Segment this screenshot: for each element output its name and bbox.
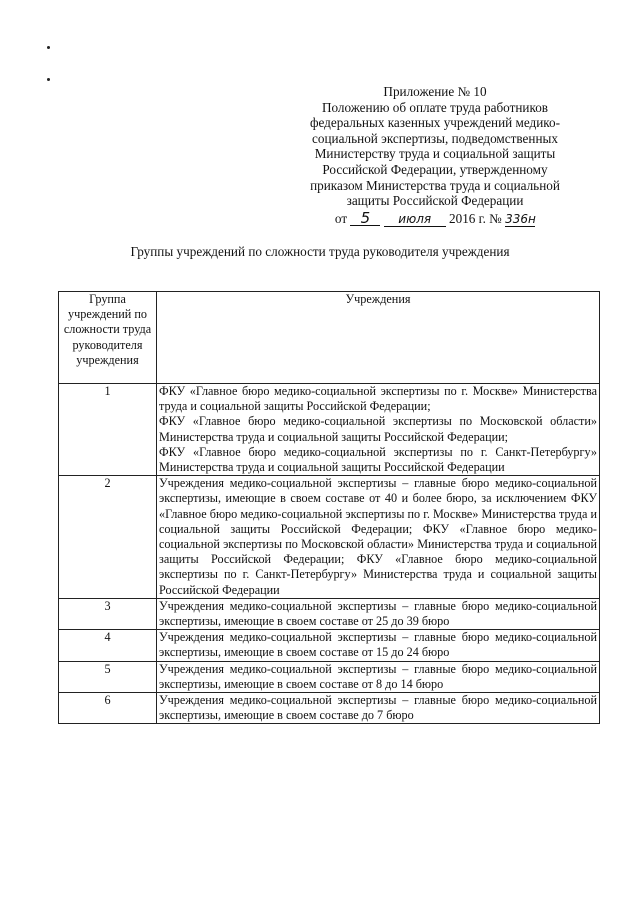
institution-entry: Учреждения медико-социальной экспертизы – главные бюро медико-социальной экспертизы, имеющие в своем составе от 8 до 14 бюро <box>159 661 597 691</box>
order-date-line <box>290 208 580 227</box>
column-header-group: Группа учреждений по сложности труда руководителя учреждения <box>59 292 157 384</box>
header-line: приказом Министерства труда и социальной <box>310 177 560 193</box>
header-line: федеральных казенных учреждений медико- <box>309 115 561 131</box>
group-number: 2 <box>59 476 157 599</box>
handwritten-month: июля <box>384 212 446 227</box>
header-line: защиты Российской Федерации <box>346 193 524 209</box>
scan-speck <box>47 46 50 49</box>
institutions-cell <box>157 476 600 599</box>
institution-entry: ФКУ «Главное бюро медико-социальной экспертизы по г. Москве» Министерства труда и социальной защиты Российской Федерации; <box>159 384 597 414</box>
table-row <box>59 630 600 661</box>
institution-entry: Учреждения медико-социальной экспертизы – главные бюро медико-социальной экспертизы, имеющие в своем составе от 25 до 39 бюро <box>159 598 597 629</box>
document-title: Группы учреждений по сложности труда руководителя учреждения <box>130 244 510 259</box>
institutions-cell <box>157 630 600 661</box>
institutions-cell <box>157 661 600 692</box>
scan-speck <box>47 78 50 81</box>
date-year: 2016 г. № <box>449 210 502 226</box>
header-line: Положению об оплате труда работников <box>321 99 549 115</box>
appendix-header <box>290 84 580 227</box>
institutions-cell <box>157 693 600 724</box>
institution-entry: Учреждения медико-социальной экспертизы – главные бюро медико-социальной экспертизы, имеющие в своем составе от 40 и более бюро, за исключением ФКУ «Главное бюро медико-социальной экспертизы по г. Москве» Министерства труда и социальной защиты Российской Федерации; ФКУ «Главное бюро медико-социальной экспертизы по Московской области» Министерства труда и социальной защиты Российской Федерации; ФКУ «Главное бюро медико-социальной экспертизы по г. Санкт-Петербургу» Министерства труда и социальной защиты Российской Федерации <box>159 476 597 597</box>
handwritten-day: 5 <box>350 211 380 226</box>
group-number: 6 <box>59 693 157 724</box>
institutions-cell <box>157 598 600 629</box>
date-prefix: от <box>334 210 348 226</box>
institutions-cell <box>157 384 600 476</box>
groups-table <box>58 291 600 724</box>
table-row <box>59 476 600 599</box>
handwritten-order-number: 336н <box>505 211 536 226</box>
table-row <box>59 661 600 692</box>
table-row <box>59 693 600 724</box>
group-number: 3 <box>59 598 157 629</box>
institution-entry: Учреждения медико-социальной экспертизы – главные бюро медико-социальной экспертизы, имеющие в своем составе от 15 до 24 бюро <box>159 630 597 660</box>
institution-entry: ФКУ «Главное бюро медико-социальной экспертизы по г. Санкт-Петербургу» Министерства труда и социальной защиты Российской Федерации <box>159 444 597 475</box>
table-row <box>59 384 600 476</box>
institution-entry: Учреждения медико-социальной экспертизы – главные бюро медико-социальной экспертизы, имеющие в своем составе до 7 бюро <box>159 693 597 723</box>
group-number: 1 <box>59 384 157 476</box>
column-header-institutions: Учреждения <box>157 292 600 384</box>
header-line: социальной экспертизы, подведомственных <box>312 130 558 146</box>
institution-entry: ФКУ «Главное бюро медико-социальной экспертизы по Московской области» Министерства труда и социальной защиты Российской Федерации; <box>159 414 597 444</box>
header-line: Министерству труда и социальной защиты <box>314 146 556 162</box>
header-line: Приложение № 10 <box>383 84 487 99</box>
table-header-row <box>59 292 600 384</box>
group-number: 5 <box>59 661 157 692</box>
header-line: Российской Федерации, утвержденному <box>322 161 548 177</box>
table-row <box>59 598 600 629</box>
group-number: 4 <box>59 630 157 661</box>
